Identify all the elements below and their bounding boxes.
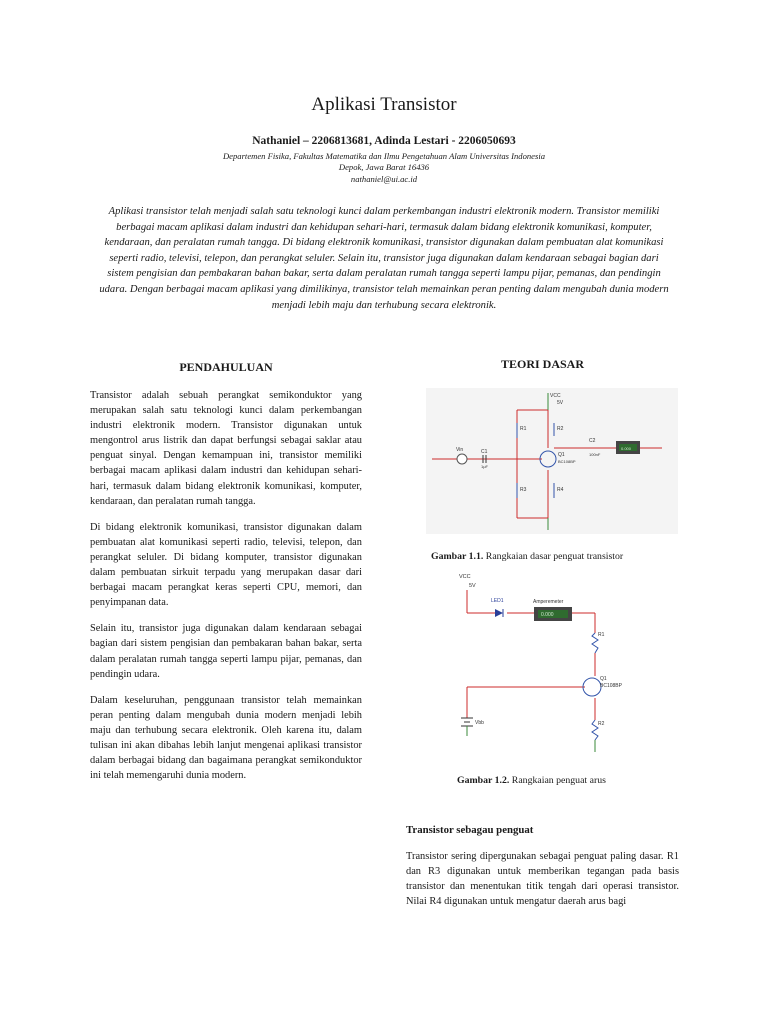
fig1-meter-reading: 0.000 xyxy=(621,446,632,451)
paper-title: Aplikasi Transistor xyxy=(311,94,457,115)
fig2-label-vbb: Vbb xyxy=(475,720,484,726)
figure-1-1-text: Rangkaian dasar penguat transistor xyxy=(485,551,624,562)
fig1-label-vin: Vin xyxy=(456,447,464,453)
fig1-label-r3: R3 xyxy=(520,487,527,493)
fig1-label-c2: C2 xyxy=(589,438,596,444)
fig1-label-c1: C1 xyxy=(481,449,488,455)
figure-1-1-circuit xyxy=(426,388,678,534)
subsection-heading: Transistor sebagau penguat xyxy=(406,824,534,836)
paper-authors: Nathaniel – 2206813681, Adinda Lestari - 2206050693 xyxy=(252,135,516,147)
fig2-label-vcc: VCC xyxy=(459,574,471,580)
figure-1-2-circuit xyxy=(455,570,625,760)
section-heading-pendahuluan: PENDAHULUAN xyxy=(179,360,273,374)
figure-1-1-label: Gambar 1.1. xyxy=(431,551,484,562)
fig1-label-r2: R2 xyxy=(557,426,564,432)
fig2-meter-reading: 0.000 xyxy=(541,612,554,618)
paragraph: Di bidang elektronik komunikasi, transistor digunakan dalam pembuatan alat komunikasi seperti radio, televisi, telepon, dan perangkat seluler. Di bidang komputer, transistor digunakan dalam pembuatan sirkuit terpadu yang merupakan dasar dari berbagai macam perangkat keras seperti CPU, memori, dan penyimpanan data. xyxy=(90,521,362,609)
paragraph: Transistor adalah sebuah perangkat semikonduktor yang merupakan salah satu teknologi kunci dalam perkembangan industri elektronik modern. Transistor digunakan untuk mengontrol arus listrik dan dapat berfungsi sebagai saklar atau penguat sinyal. Dengan kemampuan ini, transistor memiliki berbagai macam aplikasi dalam industri dan kehidupan sehari-hari, termasuk dalam bidang elektronik komunikasi, komputer, kendaraan, dan peralatan rumah tangga. xyxy=(90,390,362,507)
section-heading-teori-dasar: TEORI DASAR xyxy=(500,357,584,371)
left-column xyxy=(90,360,362,794)
figure-1-2-caption xyxy=(457,775,606,786)
fig2-label-q1: Q1 xyxy=(600,676,607,682)
fig2-label-ammeter: Amperemeter xyxy=(533,599,564,605)
fig1-label-c2-value: 100nF xyxy=(589,452,601,457)
fig2-label-led: LED1 xyxy=(491,598,504,604)
right-column xyxy=(406,357,679,385)
fig2-label-r2: R2 xyxy=(598,721,605,727)
paragraph: Dalam keseluruhan, penggunaan transistor telah memainkan peran penting dalam mengubah dunia modern menjadi lebih maju dan terhubung secara elektronik. Oleh karena itu, dalam tulisan ini akan dibahas lebih lanjut mengenai aplikasi transistor dalam berbagai bidang dan bagaimana perangkat semikonduktor ini telah memengaruhi dunia modern. xyxy=(90,694,362,782)
fig2-label-q1-type: BC108BP xyxy=(600,683,622,689)
fig1-label-c1-value: 1μF xyxy=(481,464,488,469)
paragraph: Selain itu, transistor juga digunakan dalam kendaraan sebagai bagian dari sistem pengisian dan pembakaran bahan bakar, serta dalam peralatan rumah tangga seperti lampu pijar, pemanas, dan pendingin udara. xyxy=(90,623,362,680)
fig1-label-q1: Q1 xyxy=(558,452,565,458)
affiliation: Departemen Fisika, Fakultas Matematika dan Ilmu Pengetahuan Alam Universitas Indonesia xyxy=(222,151,546,161)
fig1-label-r1: R1 xyxy=(520,426,527,432)
abstract: Aplikasi transistor telah menjadi salah satu teknologi kunci dalam perkembangan industri elektronik modern. Transistor memiliki berbagai macam aplikasi dalam industri dan kehidupan sehari-hari, termasuk dalam bidang elektronik komunikasi, komputer, kendaraan, dan peralatan rumah tangga. Di bidang elektronik komunikasi, transistor digunakan dalam pembuatan alat komunikasi seperti radio, televisi, telepon, dan perangkat seluler. Selain itu, transistor juga digunakan dalam kendaraan sebagai bagian dari sistem pengisian dan pembakaran bahan bakar, serta dalam peralatan rumah tangga seperti lampu pijar, pemanas, dan pendingin udara. Dengan berbagai macam aplikasi yang dimilikinya, transistor telah memainkan peran penting dalam mengubah dunia modern menjadi lebih maju dan terhubung secara elektronik. xyxy=(99,206,669,311)
figure-1-1-caption xyxy=(431,551,623,562)
affiliation-block xyxy=(0,151,768,185)
fig1-label-5v: 5V xyxy=(557,400,564,406)
fig1-label-q1-type: BC108BP xyxy=(558,459,576,464)
paragraph: Transistor sering dipergunakan sebagai penguat paling dasar. R1 dan R3 digunakan untuk memberikan tegangan pada basis transistor dan menentukan titik tengah dari operasi transistor. Nilai R4 digunakan untuk mengatur daerah arus bagi xyxy=(406,851,679,908)
figure-1-2-text: Rangkaian penguat arus xyxy=(511,775,606,786)
fig1-label-r4: R4 xyxy=(557,487,564,493)
figure-1-2-label: Gambar 1.2. xyxy=(457,775,510,786)
location: Depok, Jawa Barat 16436 xyxy=(338,162,430,173)
email: nathaniel@ui.ac.id xyxy=(350,173,418,184)
fig2-label-5v: 5V xyxy=(469,583,476,589)
fig1-label-vcc: VCC xyxy=(550,393,561,399)
fig2-label-r1: R1 xyxy=(598,632,605,638)
